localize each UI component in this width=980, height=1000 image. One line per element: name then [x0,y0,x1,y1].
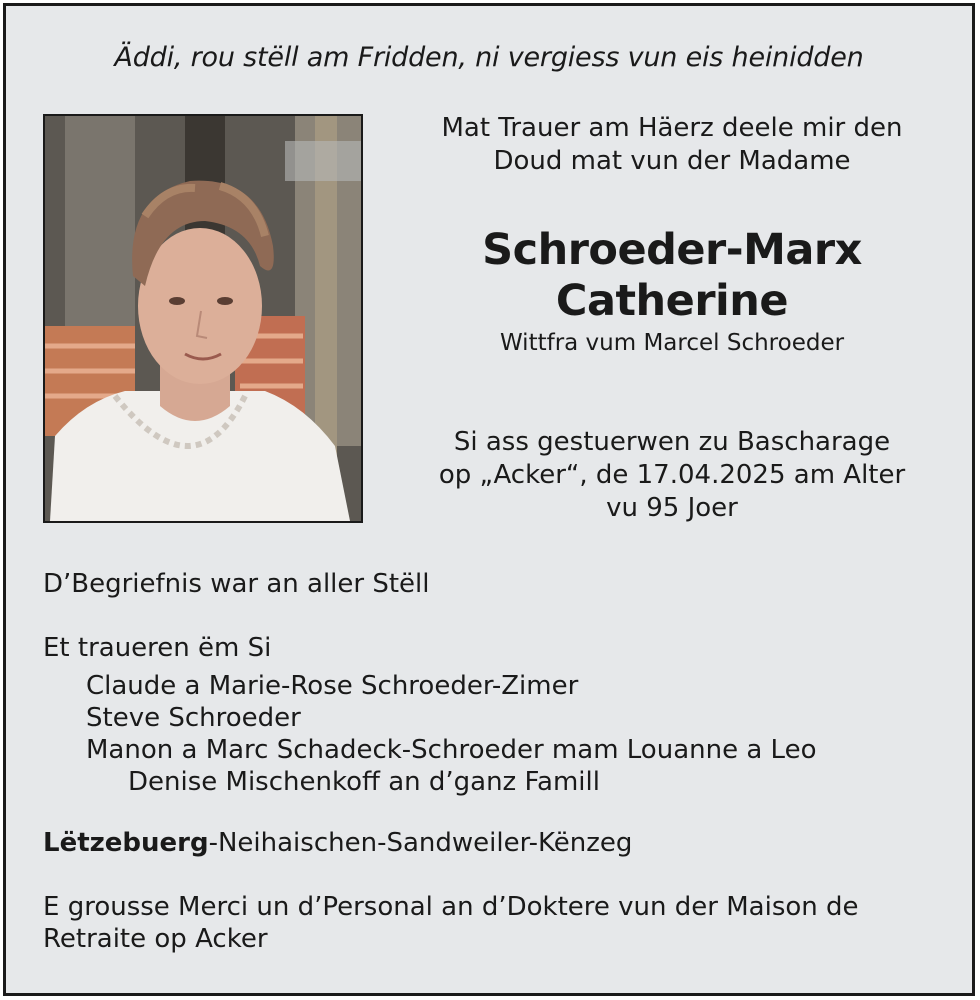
place-bold: Lëtzebuerg [43,828,209,858]
thanks-line: Retraite op Acker [43,924,268,954]
thanks-text [43,891,953,955]
deceased-surname: Schroeder-Marx [482,225,862,275]
thanks-line: E grousse Merci un d’Personal an d’Doktere vun der Maison de [43,892,859,922]
portrait-photo [43,114,363,523]
funeral-info: D’Begriefnis war an aller Stëll [43,569,430,599]
death-notice [392,426,952,525]
death-line: vu 95 Joer [606,493,738,523]
mourners-title: Et traueren ëm Si [43,633,272,663]
intro-line: Doud mat vun der Madame [493,146,851,176]
mourner-item: Denise Mischenkoff an d’ganz Famill [128,767,600,797]
deceased-name [392,225,952,327]
death-line: Si ass gestuerwen zu Bascharage [453,427,891,457]
obituary-notice [3,3,975,996]
mourner-item: Steve Schroeder [86,703,301,733]
intro-text [392,112,952,178]
mourner-item: Claude a Marie-Rose Schroeder-Zimer [86,671,579,701]
mourners-list [86,670,816,798]
deceased-relation: Wittfra vum Marcel Schroeder [499,330,845,356]
death-line: op „Acker“, de 17.04.2025 am Alter [438,460,906,490]
place-line [43,827,632,859]
deceased-firstname: Catherine [555,276,789,326]
place-rest: -Neihaischen-Sandweiler-Kënzeg [208,828,633,858]
intro-line: Mat Trauer am Häerz deele mir den [441,113,903,143]
motto: Äddi, rou stëll am Fridden, ni vergiess vun eis heinidden [114,42,864,73]
mourner-item: Manon a Marc Schadeck-Schroeder mam Louanne a Leo [86,735,817,765]
